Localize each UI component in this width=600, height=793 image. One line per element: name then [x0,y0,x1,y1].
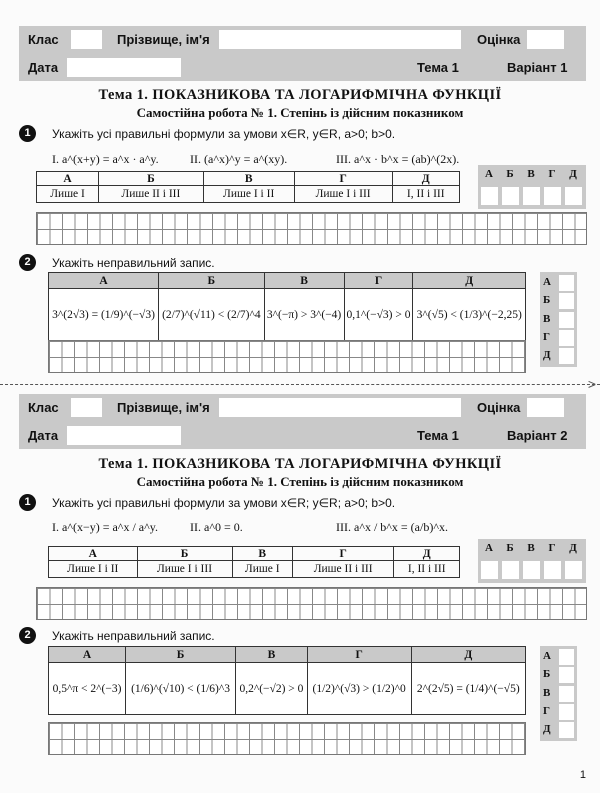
formula-2: II. (a^x)^y = a^(xy). [190,152,288,166]
column-header: А [49,273,159,289]
answer-letter: Б [543,294,551,306]
name-field[interactable] [219,30,461,49]
answer-letter: А [485,542,493,554]
grade-field[interactable] [527,30,564,49]
topic-label: Тема 1 [417,428,459,443]
option-cell: Лише I і II [49,561,138,578]
option-cell: 0,1^(−√3) > 0 [344,289,413,341]
option-cell: I, II і III [394,561,460,578]
answer-cell[interactable] [523,561,540,579]
question-number: 2 [19,254,36,271]
options-table [48,272,526,341]
name-label: Прізвище, ім'я [117,400,210,415]
date-label: Дата [28,60,59,75]
class-field[interactable] [71,30,102,49]
answer-cell[interactable] [544,187,561,205]
variant-label: Варіант 2 [507,428,568,443]
answer-box-q1 [478,165,586,209]
options-table [48,546,460,578]
column-header: Г [307,647,411,663]
topic-label: Тема 1 [417,60,459,75]
answer-cell[interactable] [559,704,574,720]
answer-cell[interactable] [559,330,574,346]
answer-letter: В [543,313,551,325]
answer-letter: Г [548,168,556,180]
answer-cell[interactable] [544,561,561,579]
formula-2: II. a^0 = 0. [190,520,243,534]
column-header: Г [344,273,413,289]
option-cell: Лише I і III [294,186,392,203]
question-number: 1 [19,494,36,511]
answer-letter: Б [543,668,551,680]
answer-box-q2 [540,272,577,367]
column-header: Д [394,547,460,561]
scratch-grid[interactable] [48,722,526,755]
page-title: Тема 1. ПОКАЗНИКОВА ТА ЛОГАРИФМІЧНА ФУНКЦІЇ [98,456,502,472]
column-header: Б [159,273,265,289]
answer-cell[interactable] [559,649,574,665]
answer-box-q2 [540,646,577,741]
answer-cell[interactable] [523,187,540,205]
option-cell: 3^(√5) < (1/3)^(−2,25) [413,289,526,341]
answer-letter: Д [543,723,551,735]
page-subtitle: Самостійна робота № 1. Степінь із дійсним показником [136,474,464,489]
column-header: Д [413,273,526,289]
answer-cell[interactable] [559,722,574,738]
option-cell: Лише I [232,561,292,578]
option-cell: 2^(2√5) = (1/4)^(−√5) [411,663,525,715]
question-text: Укажіть усі правильні формули за умови x∈R, y∈R, a>0; b>0. [52,127,396,141]
option-cell: 0,5^π < 2^(−3) [49,663,126,715]
option-cell: Лише I і II [203,186,294,203]
column-header: В [264,273,344,289]
answer-letter: Г [548,542,556,554]
answer-letter: В [543,687,551,699]
scratch-grid[interactable] [48,340,526,373]
date-field[interactable] [67,426,181,445]
option-cell: 3^(−π) > 3^(−4) [264,289,344,341]
answer-letter: А [485,168,493,180]
page-subtitle: Самостійна робота № 1. Степінь із дійсним показником [136,105,464,120]
option-cell: (1/2)^(√3) > (1/2)^0 [307,663,411,715]
options-table [48,646,526,715]
column-header: В [203,172,294,186]
answer-letter: А [543,276,551,288]
answer-letter: Д [543,349,551,361]
name-label: Прізвище, ім'я [117,32,210,47]
class-field[interactable] [71,398,102,417]
class-label: Клас [28,32,59,47]
column-header: Г [294,172,392,186]
answer-cell[interactable] [559,275,574,291]
date-field[interactable] [67,58,181,77]
question-text: Укажіть неправильний запис. [52,256,215,270]
column-header: Б [125,647,235,663]
column-header: Д [411,647,525,663]
question-text: Укажіть усі правильні формули за умови x∈R; y∈R; a>0; b>0. [52,496,396,510]
grade-label: Оцінка [477,400,521,415]
answer-letter: Д [569,168,577,180]
formula-3: III. a^x / b^x = (a/b)^x. [336,520,448,534]
answer-cell[interactable] [481,561,498,579]
option-cell: Лише II і III [292,561,394,578]
option-cell: I, II і III [392,186,460,203]
column-header: А [49,647,126,663]
column-header: А [49,547,138,561]
answer-cell[interactable] [481,187,498,205]
column-header: А [37,172,99,186]
class-label: Клас [28,400,59,415]
answer-letter: В [527,542,535,554]
name-field[interactable] [219,398,461,417]
options-table [36,171,460,203]
answer-cell[interactable] [565,187,582,205]
answer-letter: Г [543,705,550,717]
page-title: Тема 1. ПОКАЗНИКОВА ТА ЛОГАРИФМІЧНА ФУНКЦІЇ [98,87,502,103]
answer-cell[interactable] [559,686,574,702]
answer-cell[interactable] [565,561,582,579]
answer-letter: В [527,168,535,180]
question-number: 2 [19,627,36,644]
answer-cell[interactable] [559,348,574,364]
answer-letter: Б [506,542,514,554]
grade-label: Оцінка [477,32,521,47]
column-header: В [232,547,292,561]
question-number: 1 [19,125,36,142]
header-panel-v1 [19,26,586,81]
answer-cell[interactable] [502,187,519,205]
formula-1: I. a^(x−y) = a^x / a^y. [52,520,158,534]
answer-letter: Б [506,168,514,180]
scissors-icon: > [587,376,596,392]
variant-label: Варіант 1 [507,60,568,75]
question-text: Укажіть неправильний запис. [52,629,215,643]
answer-cell[interactable] [559,667,574,683]
column-header: Б [137,547,232,561]
answer-box-q1 [478,539,586,583]
column-header: Г [292,547,394,561]
column-header: Д [392,172,460,186]
option-cell: Лише II і III [99,186,203,203]
column-header: В [236,647,308,663]
date-label: Дата [28,428,59,443]
page-number: 1 [579,769,586,781]
option-cell: Лише I [37,186,99,203]
scratch-grid[interactable] [36,212,587,245]
answer-letter: А [543,650,551,662]
option-cell: 3^(2√3) = (1/9)^(−√3) [49,289,159,341]
scratch-grid[interactable] [36,587,587,620]
answer-cell[interactable] [559,312,574,328]
grade-field[interactable] [527,398,564,417]
header-panel-v2 [19,394,586,449]
cut-line [0,384,600,385]
option-cell: Лише I і III [137,561,232,578]
formula-1: I. a^(x+y) = a^x · a^y. [52,152,159,166]
option-cell: (1/6)^(√10) < (1/6)^3 [125,663,235,715]
answer-letter: Д [569,542,577,554]
answer-cell[interactable] [559,293,574,309]
option-cell: 0,2^(−√2) > 0 [236,663,308,715]
answer-cell[interactable] [502,561,519,579]
column-header: Б [99,172,203,186]
option-cell: (2/7)^(√11) < (2/7)^4 [159,289,265,341]
answer-letter: Г [543,331,550,343]
formula-3: III. a^x · b^x = (ab)^(2x). [336,152,460,166]
